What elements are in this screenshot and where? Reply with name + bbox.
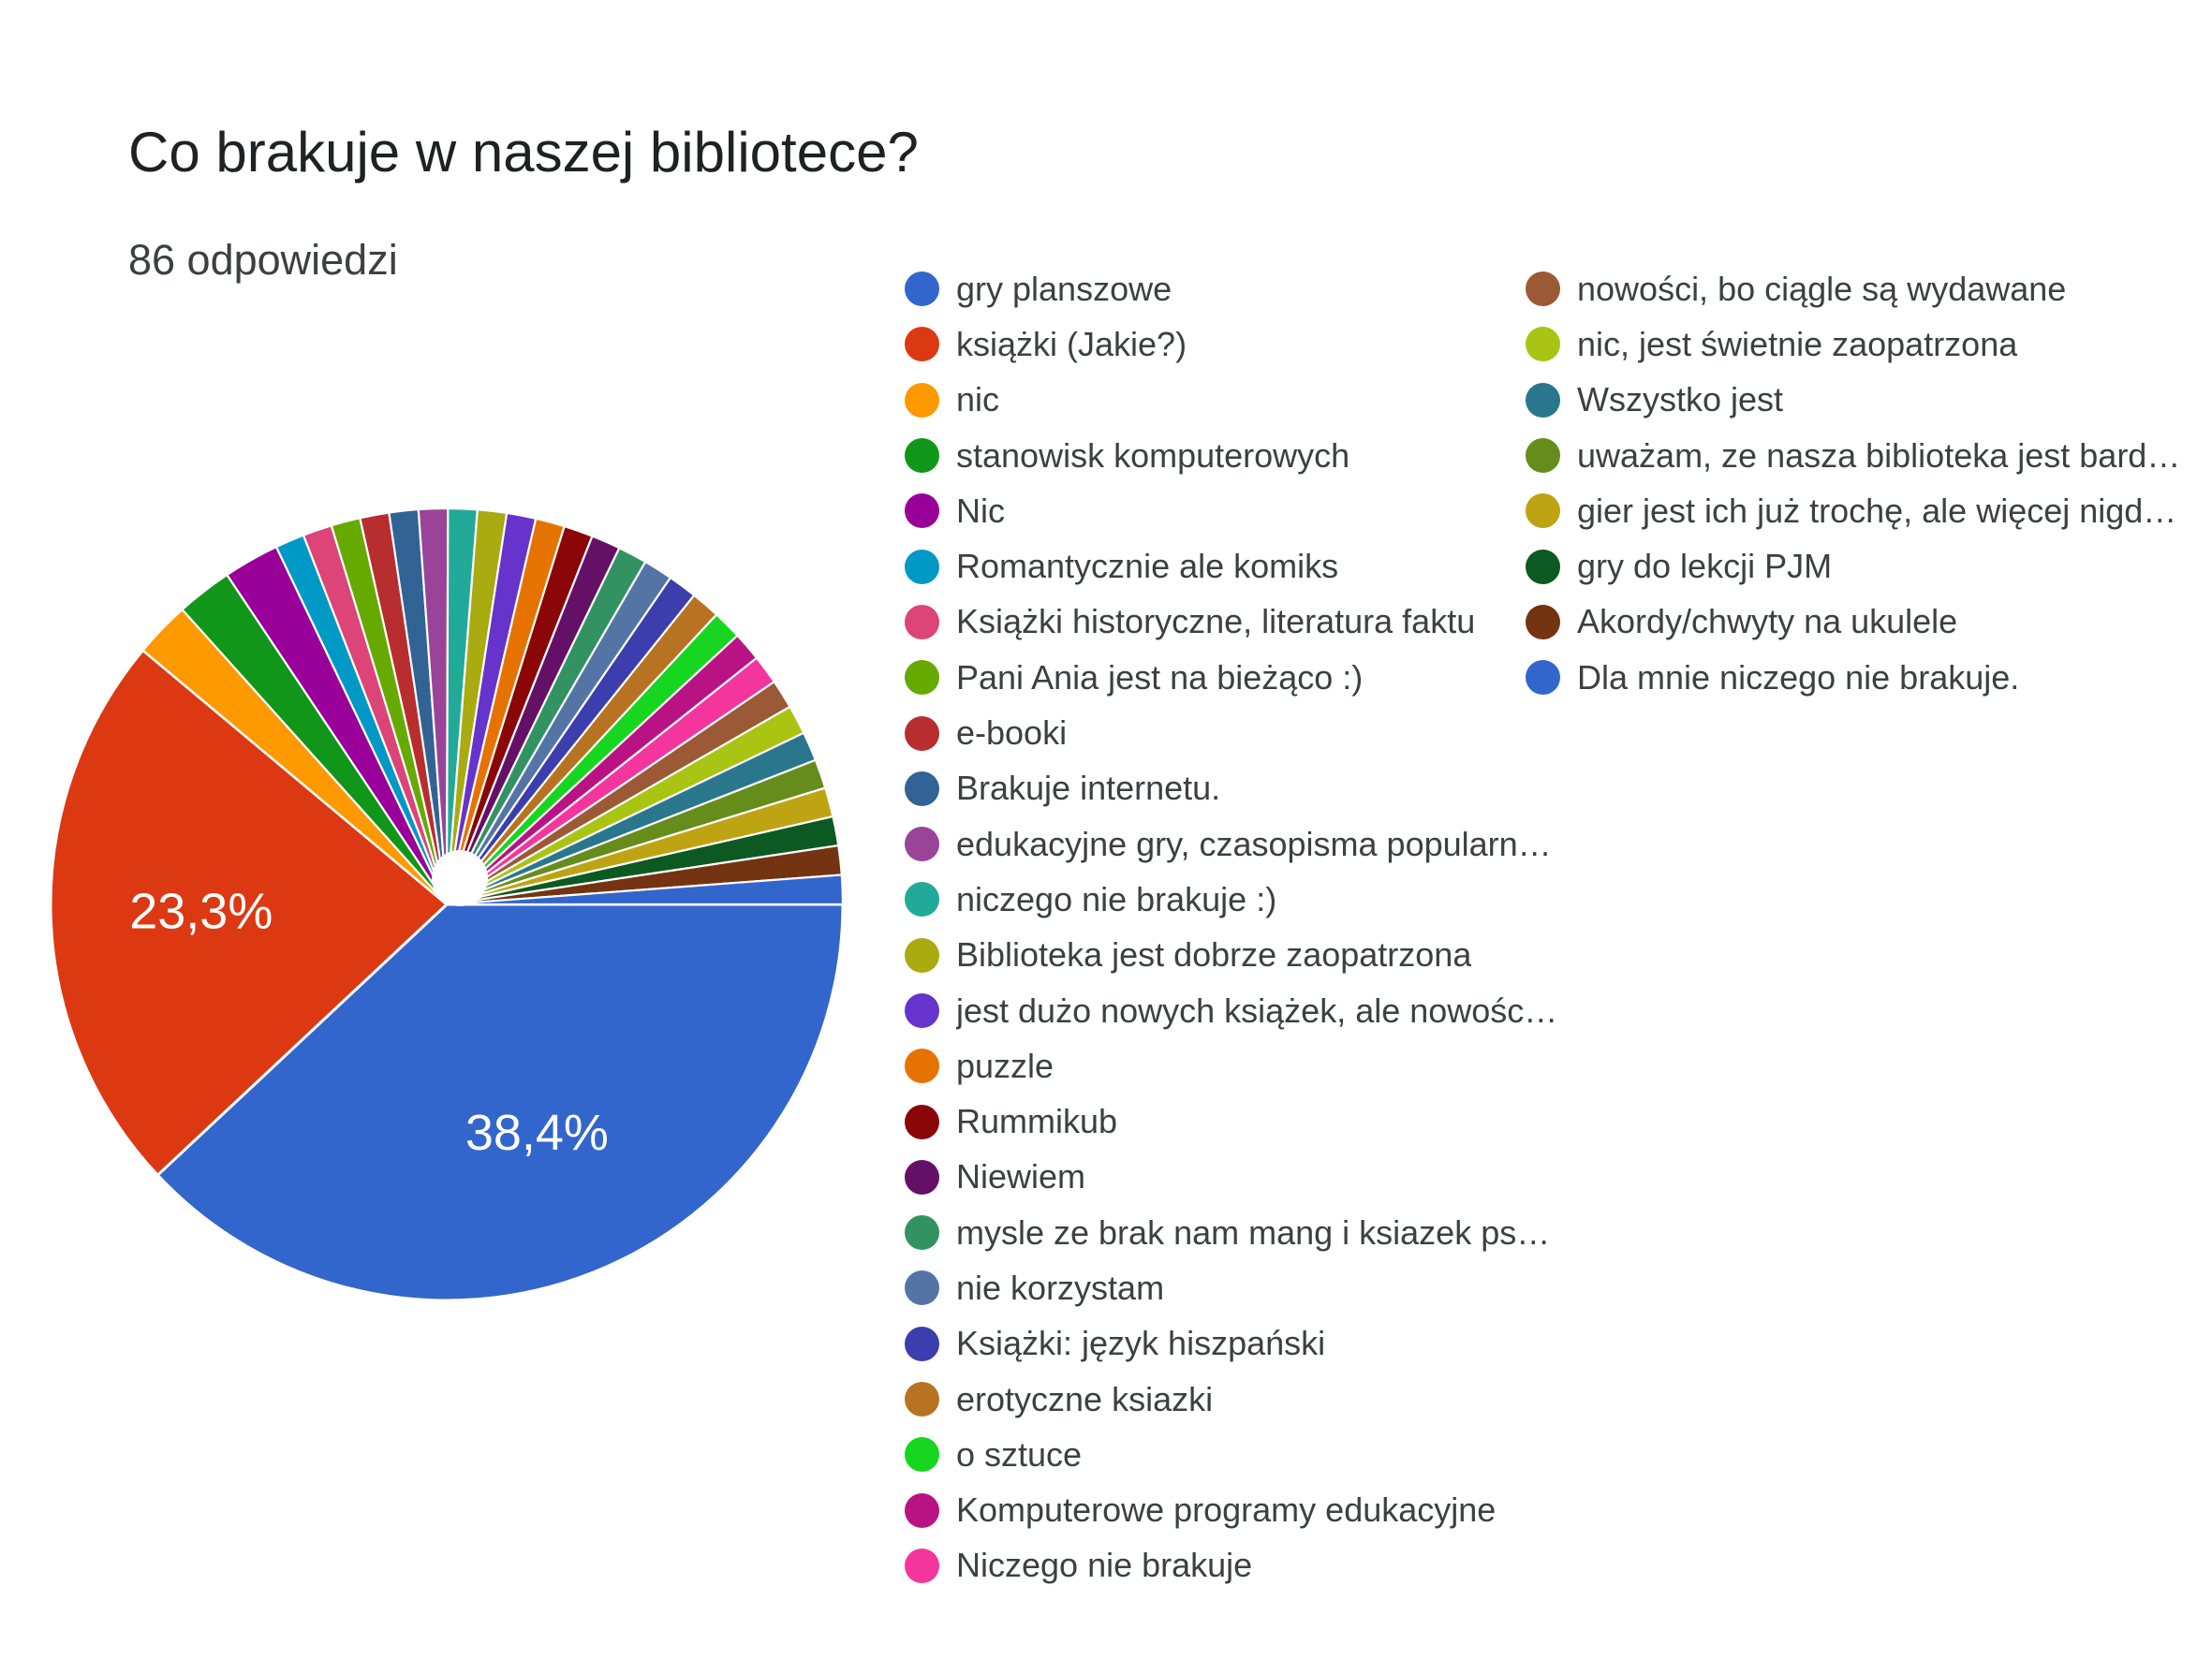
legend-swatch bbox=[905, 1493, 939, 1528]
legend-label: Rummikub bbox=[956, 1102, 1118, 1141]
legend-swatch bbox=[905, 1270, 939, 1305]
legend-label: gry planszowe bbox=[956, 269, 1172, 308]
slice-percent-label: 23,3% bbox=[129, 883, 273, 940]
legend-item[interactable] bbox=[905, 1372, 1557, 1427]
legend-item[interactable] bbox=[905, 761, 1557, 816]
legend-label: nic bbox=[956, 380, 1000, 419]
legend-swatch bbox=[905, 493, 939, 528]
legend-item[interactable] bbox=[905, 428, 1557, 483]
legend-label: Niczego nie brakuje bbox=[956, 1546, 1253, 1585]
legend-swatch bbox=[905, 327, 939, 361]
legend-label: Nic bbox=[956, 491, 1005, 530]
legend-label: Biblioteka jest dobrze zaopatrzona bbox=[956, 935, 1472, 975]
legend-item[interactable] bbox=[905, 1205, 1557, 1260]
legend-label: Brakuje internetu. bbox=[956, 769, 1221, 808]
legend-swatch bbox=[905, 383, 939, 418]
legend-item[interactable] bbox=[905, 928, 1557, 983]
legend-swatch bbox=[1526, 327, 1560, 361]
legend-swatch bbox=[905, 771, 939, 806]
legend-item[interactable] bbox=[1526, 316, 2180, 372]
legend-swatch bbox=[905, 1160, 939, 1195]
legend-swatch bbox=[905, 1327, 939, 1361]
legend-item[interactable] bbox=[1526, 650, 2180, 705]
legend-item[interactable] bbox=[905, 1094, 1557, 1149]
legend-item[interactable] bbox=[905, 1260, 1557, 1315]
legend-swatch bbox=[905, 1549, 939, 1583]
legend-label: gier jest ich już trochę, ale więcej nigd… bbox=[1577, 491, 2177, 530]
legend-swatch bbox=[905, 438, 939, 473]
legend-swatch bbox=[1526, 660, 1560, 695]
legend-item[interactable] bbox=[905, 1316, 1557, 1372]
legend-label: edukacyjne gry, czasopisma popularn… bbox=[956, 824, 1552, 863]
legend-label: gry do lekcji PJM bbox=[1577, 547, 1833, 586]
legend-swatch bbox=[905, 1049, 939, 1083]
legend-item[interactable] bbox=[905, 595, 1557, 650]
legend-label: Akordy/chwyty na ukulele bbox=[1577, 602, 1958, 641]
legend-label: nie korzystam bbox=[956, 1268, 1165, 1307]
chart-title: Co brakuje w naszej bibliotece? bbox=[128, 121, 919, 184]
legend-item[interactable] bbox=[905, 1483, 1557, 1538]
legend-swatch bbox=[905, 550, 939, 584]
legend-item[interactable] bbox=[1526, 595, 2180, 650]
legend-label: Książki historyczne, literatura faktu bbox=[956, 602, 1476, 641]
legend-label: puzzle bbox=[956, 1046, 1054, 1085]
legend-label: Wszystko jest bbox=[1577, 380, 1784, 419]
legend-swatch bbox=[905, 938, 939, 973]
legend-swatch bbox=[905, 1437, 939, 1472]
pie-chart bbox=[0, 0, 899, 1329]
legend-label: stanowisk komputerowych bbox=[956, 435, 1350, 475]
response-count: 86 odpowiedzi bbox=[128, 236, 398, 284]
legend-label: niczego nie brakuje :) bbox=[956, 879, 1277, 918]
legend-item[interactable] bbox=[905, 650, 1557, 705]
legend-swatch bbox=[905, 827, 939, 861]
legend-item[interactable] bbox=[1526, 261, 2180, 316]
legend-item[interactable] bbox=[905, 261, 1557, 316]
legend-swatch bbox=[905, 272, 939, 306]
legend-column-1 bbox=[905, 261, 1557, 1593]
legend-swatch bbox=[905, 1215, 939, 1250]
legend-label: nowości, bo ciągle są wydawane bbox=[1577, 269, 2067, 308]
legend-item[interactable] bbox=[905, 872, 1557, 927]
legend-item[interactable] bbox=[905, 538, 1557, 594]
legend-item[interactable] bbox=[905, 983, 1557, 1038]
legend-swatch bbox=[905, 605, 939, 639]
legend-item[interactable] bbox=[1526, 373, 2180, 428]
pie-center-gap bbox=[432, 850, 488, 906]
legend-swatch bbox=[1526, 438, 1560, 473]
legend-item[interactable] bbox=[905, 1150, 1557, 1205]
legend-swatch bbox=[905, 660, 939, 695]
legend-label: erotyczne ksiazki bbox=[956, 1379, 1214, 1418]
legend-swatch bbox=[1526, 550, 1560, 584]
legend-item[interactable] bbox=[905, 373, 1557, 428]
legend-item[interactable] bbox=[1526, 428, 2180, 483]
legend-item[interactable] bbox=[905, 1427, 1557, 1482]
legend-label: o sztuce bbox=[956, 1434, 1083, 1474]
legend-label: mysle ze brak nam mang i ksiazek ps… bbox=[956, 1212, 1551, 1252]
legend-item[interactable] bbox=[905, 1038, 1557, 1094]
legend-swatch bbox=[905, 882, 939, 917]
legend-label: Dla mnie niczego nie brakuje. bbox=[1577, 657, 2020, 697]
legend-label: uważam, ze nasza biblioteka jest bard… bbox=[1577, 435, 2181, 475]
legend-item[interactable] bbox=[905, 816, 1557, 872]
legend-item[interactable] bbox=[905, 1538, 1557, 1593]
legend-item[interactable] bbox=[1526, 483, 2180, 538]
legend-swatch bbox=[905, 993, 939, 1028]
legend-item[interactable] bbox=[905, 705, 1557, 760]
legend-swatch bbox=[1526, 493, 1560, 528]
legend-label: Romantycznie ale komiks bbox=[956, 547, 1339, 586]
legend-item[interactable] bbox=[905, 483, 1557, 538]
legend-label: nic, jest świetnie zaopatrzona bbox=[1577, 324, 2018, 363]
legend-swatch bbox=[1526, 383, 1560, 418]
legend-column-2 bbox=[1526, 261, 2180, 705]
legend-label: Niewiem bbox=[956, 1157, 1086, 1197]
legend-label: Książki: język hiszpański bbox=[956, 1324, 1326, 1363]
legend-label: Komputerowe programy edukacyjne bbox=[956, 1490, 1497, 1530]
legend-swatch bbox=[905, 716, 939, 751]
slice-percent-label: 38,4% bbox=[465, 1104, 609, 1161]
legend-label: książki (Jakie?) bbox=[956, 324, 1187, 363]
legend-swatch bbox=[1526, 272, 1560, 306]
legend-item[interactable] bbox=[1526, 538, 2180, 594]
legend-label: jest dużo nowych książek, ale nowośc… bbox=[956, 991, 1558, 1030]
legend-swatch bbox=[1526, 605, 1560, 639]
legend-swatch bbox=[905, 1105, 939, 1139]
legend-swatch bbox=[905, 1382, 939, 1417]
legend-label: e-booki bbox=[956, 713, 1068, 753]
legend-item[interactable] bbox=[905, 316, 1557, 372]
legend-label: Pani Ania jest na bieżąco :) bbox=[956, 657, 1364, 697]
